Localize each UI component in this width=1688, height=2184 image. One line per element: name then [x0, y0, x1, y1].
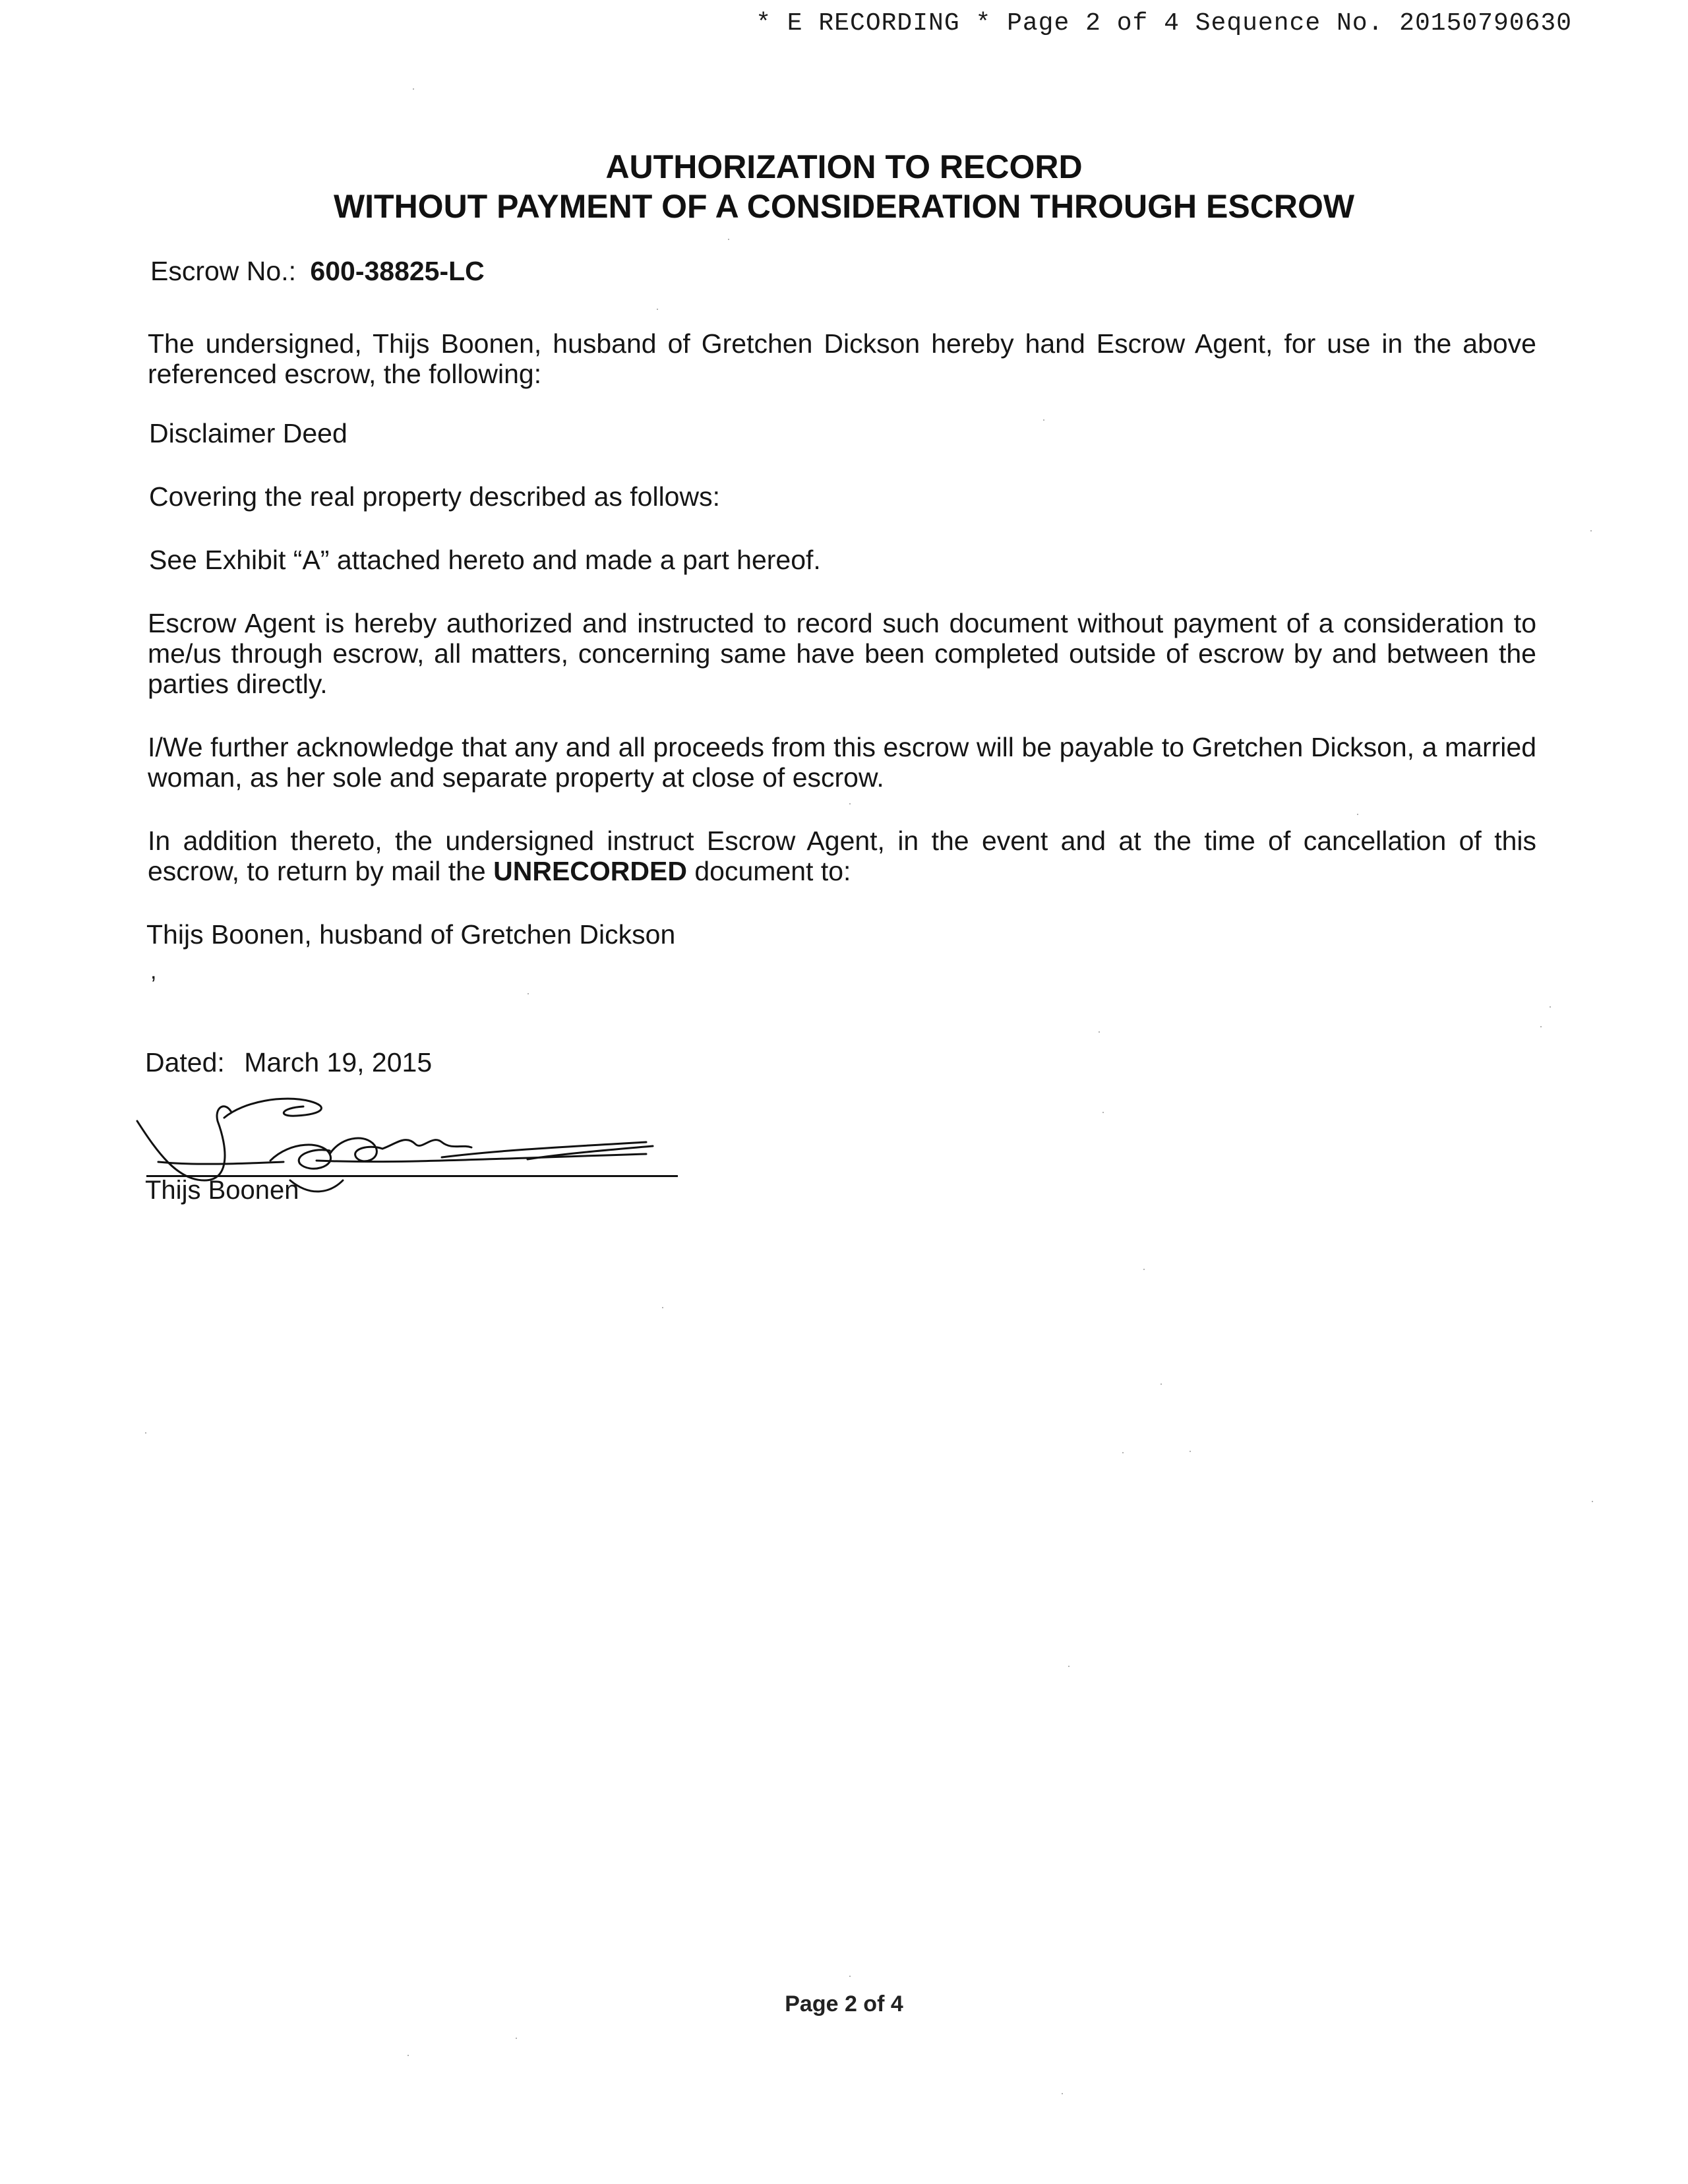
escrow-number-label: Escrow No.:	[150, 256, 296, 286]
scan-speck	[528, 993, 529, 994]
scan-speck	[1160, 1383, 1162, 1385]
scan-speck	[145, 1432, 146, 1434]
scan-speck	[1062, 2093, 1063, 2094]
paragraph-undersigned: The undersigned, Thijs Boonen, husband of Gretchen Dickson hereby hand Escrow Agent, for use in the above referenced escrow, the following:	[148, 328, 1536, 389]
return-recipient: Thijs Boonen, husband of Gretchen Dickson	[146, 919, 676, 950]
scan-speck	[1143, 1269, 1145, 1270]
scan-speck	[728, 239, 729, 240]
scan-speck	[1068, 1666, 1070, 1667]
scan-speck	[1190, 1451, 1191, 1452]
dated-row	[145, 1047, 432, 1077]
paragraph-exhibit: See Exhibit “A” attached hereto and made a part hereof.	[149, 545, 821, 575]
scan-speck	[1540, 1026, 1542, 1027]
dated-label: Dated:	[145, 1047, 225, 1077]
scan-speck	[1550, 1006, 1551, 1008]
cancellation-text-end: document to:	[686, 856, 851, 886]
scan-speck	[1102, 1112, 1104, 1113]
scan-speck	[413, 88, 414, 90]
scan-speck	[662, 1307, 663, 1308]
scan-speck	[1122, 1452, 1124, 1453]
page-number-footer: Page 2 of 4	[785, 1991, 903, 2017]
scan-speck	[849, 1976, 851, 1977]
cancellation-text-start: In addition thereto, the undersigned instruct Escrow Agent, in the event and at the time of cancellation of this escrow, to return by mail the	[148, 826, 1536, 886]
document-title-line1: AUTHORIZATION TO RECORD	[605, 148, 1083, 185]
document-title-line2: WITHOUT PAYMENT OF A CONSIDERATION THROUGH ESCROW	[333, 188, 1355, 225]
document-type: Disclaimer Deed	[149, 418, 347, 448]
paragraph-authorization: Escrow Agent is hereby authorized and instructed to record such document without payment of a consideration to me/us through escrow, all matters, concerning same have been completed outside of escrow by and between the parties directly.	[148, 608, 1536, 699]
dated-value: March 19, 2015	[244, 1047, 433, 1077]
escrow-number-value: 600-38825-LC	[310, 256, 485, 286]
scan-speck	[407, 2055, 409, 2056]
scan-speck	[1592, 1501, 1593, 1502]
scan-speck	[1099, 1031, 1100, 1033]
scan-speck	[1043, 419, 1044, 421]
escrow-number-row	[150, 256, 485, 286]
paragraph-cancellation	[148, 826, 1536, 886]
stray-mark: ,	[150, 959, 157, 984]
scan-speck	[1590, 530, 1592, 531]
scan-speck	[1357, 814, 1358, 815]
paragraph-proceeds: I/We further acknowledge that any and all proceeds from this escrow will be payable to Gretchen Dickson, a married woman, as her sole and separate property at close of escrow.	[148, 732, 1536, 793]
scan-speck	[657, 309, 658, 310]
signer-name: Thijs Boonen	[145, 1176, 299, 1205]
paragraph-covering: Covering the real property described as follows:	[149, 481, 720, 512]
recording-stamp: * E RECORDING * Page 2 of 4 Sequence No. 20150790630	[756, 9, 1572, 38]
scan-speck	[516, 2038, 517, 2039]
scan-speck	[849, 803, 851, 804]
unrecorded-emphasis: UNRECORDED	[493, 856, 687, 886]
